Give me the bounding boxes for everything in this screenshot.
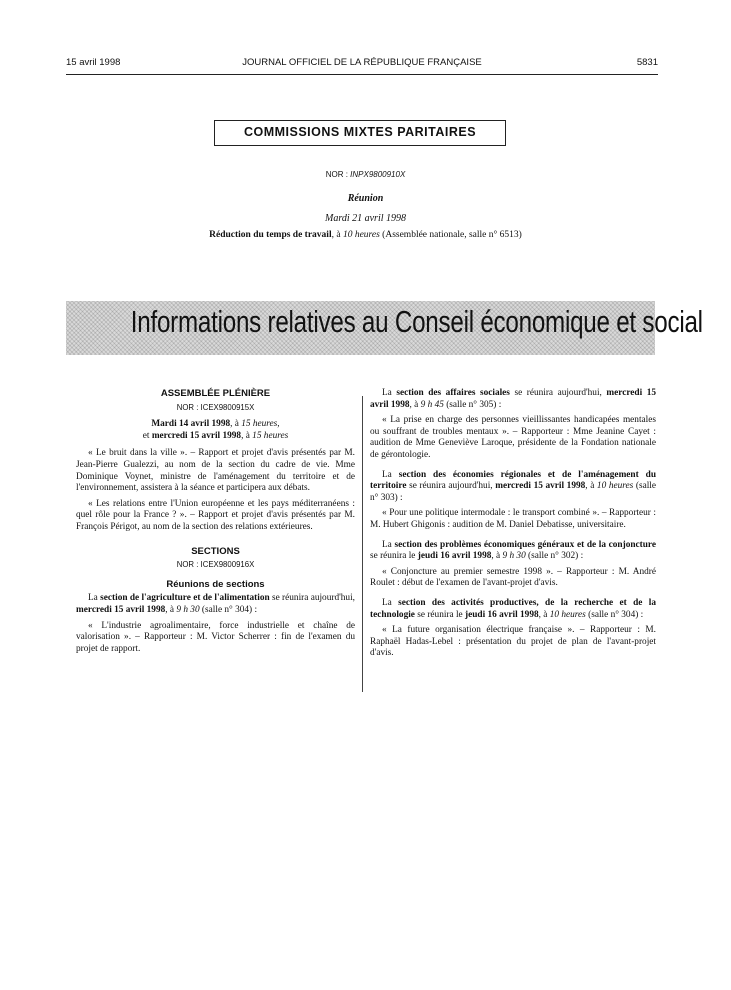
sections-nor: NOR : ICEX9800916X: [176, 560, 255, 570]
reunion-date: Mardi 21 avril 1998: [324, 213, 406, 224]
day2-sep: , à: [241, 430, 253, 441]
assemblee-nor: NOR : ICEX9800915X: [176, 402, 255, 412]
assemblee-day1: [76, 419, 355, 431]
nor-code: INPX9800910X: [350, 170, 406, 179]
subject-location: (Assemblée nationale, salle n° 6513): [379, 230, 522, 240]
economies-intro: La section des économies régionales et de l'aménagement du territoire se réunira aujourd'hui, mercredi 15 avril 1998, à 10 heures (salle n° 303) :: [370, 469, 656, 503]
nor-label: NOR :: [325, 170, 351, 179]
reunion-subject: [0, 230, 731, 240]
agriculture-item: « L'industrie agroalimentaire, force industrielle et chaîne de valorisation ». – Rapporteur : M. Victor Scherrer : fin de l'examen du projet de rapport.: [76, 620, 355, 654]
sociales-intro: La section des affaires sociales se réunira aujourd'hui, mercredi 15 avril 1998, à 9 h 45 (salle n° 305) :: [370, 388, 657, 410]
header-date: 15 avril 1998: [66, 57, 121, 68]
productives-item: « La future organisation électrique française ». – Rapporteur : M. Raphaël Hadas-Lebel : présentation du projet de plan de l'avant-projet d'avis.: [370, 625, 656, 659]
subject-time: 10 heures: [342, 230, 380, 240]
day1-date: Mardi 14 avril 1998: [151, 419, 231, 430]
day2-date: mercredi 15 avril 1998: [151, 430, 242, 441]
header-rule: [66, 74, 658, 75]
agriculture-intro: La section de l'agriculture et de l'alimentation se réunira aujourd'hui, mercredi 15 avril 1998, à 9 h 30 (salle n° 304) :: [76, 593, 355, 615]
day1-sep: , à: [230, 419, 242, 430]
subject-text: Réduction du temps de travail: [209, 230, 332, 240]
left-column: [76, 388, 355, 659]
day1-time: 15 heures,: [241, 419, 280, 430]
sections-title: SECTIONS: [191, 545, 240, 557]
sociales-item: « La prise en charge des personnes vieillissantes handicapées mentales ou souffrant de troubles mentaux ». – Rapporteur : Mme Jeanine Cayet : audition de Mme Geneviève Laroque, présidente de la Fondation nationale de gérontologie.: [370, 415, 656, 460]
assemblee-day2: [76, 431, 355, 443]
assemblee-item-1: « Le bruit dans la ville ». – Rapport et projet d'avis présentés par M. Jean-Pierre Gualezzi, au nom de la section du cadre de vie. Mme Dominique Voynet, ministre de l'aménagement du territoire et de l'environnement, assistera à la séance et participera aux débats.: [76, 448, 355, 494]
reunions-title: Réunions de sections: [166, 578, 265, 590]
reunion-heading: Réunion: [347, 193, 384, 204]
economies-item: « Pour une politique intermodale : le transport combiné ». – Rapporteur : M. Hubert Ghigonis : audition de M. Daniel Debatisse, universitaire.: [370, 508, 656, 530]
productives-intro: La section des activités productives, de la recherche et de la technologie se réunira le jeudi 16 avril 1998, à 10 heures (salle n° 304) :: [370, 597, 656, 620]
commissions-title: COMMISSIONS MIXTES PARITAIRES: [214, 120, 506, 146]
column-divider: [362, 396, 363, 692]
conjoncture-item: « Conjoncture au premier semestre 1998 ». – Rapporteur : M. André Roulet : début de l'examen de l'avant-projet d'avis.: [370, 566, 656, 589]
day2-et: et: [142, 430, 152, 441]
commissions-nor: [0, 170, 731, 179]
right-column: [370, 388, 656, 664]
banner-title: Informations relatives au Conseil économique et social: [130, 304, 703, 339]
conjoncture-intro: La section des problèmes économiques généraux et de la conjoncture se réunira le jeudi 16 avril 1998, à 9 h 30 (salle n° 302) :: [370, 539, 656, 562]
day2-time: 15 heures: [252, 430, 289, 441]
ces-banner: [66, 301, 703, 355]
header-page-number: 5831: [636, 57, 658, 68]
assemblee-title: ASSEMBLÉE PLÉNIÈRE: [160, 388, 271, 399]
page-header: [66, 57, 658, 73]
subject-sep: , à: [331, 230, 343, 240]
assemblee-item-2: « Les relations entre l'Union européenne et les pays méditerranéens : quel rôle pour la France ? ». – Rapport et projet d'avis présentés par M. François Périgot, au nom de la section des relations extérieures.: [76, 498, 355, 532]
header-journal-title: JOURNAL OFFICIEL DE LA RÉPUBLIQUE FRANÇAISE: [242, 57, 482, 68]
